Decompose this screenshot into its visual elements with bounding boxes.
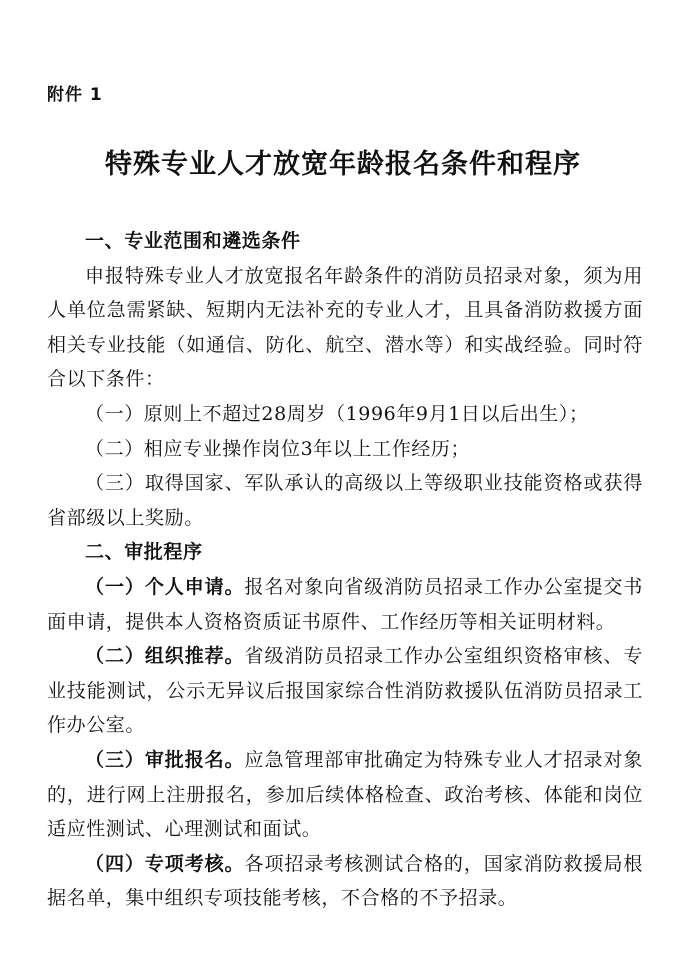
condition-item: （三）取得国家、军队承认的高级以上等级职业技能资格或获得省部级以上奖励。 <box>47 472 643 529</box>
paragraph-intro: 申报特殊专业人才放宽报名年龄条件的消防员招录对象，须为用人单位急需紧缺、短期内无法补充的专业人才，且具备消防救援方面相关专业技能（如通信、防化、航空、潜水等）和实战经验。同时符合以下条件： <box>47 264 643 391</box>
document-body <box>47 224 643 916</box>
step-label: （一）个人申请。 <box>85 575 245 598</box>
step-text: 各项招录考核测试合格的，国家消防救援局根据名单，集中组织专项技能考核，不合格的不予招录。 <box>47 852 643 910</box>
step-label: （三）审批报名。 <box>85 748 245 771</box>
step-text: 应急管理部审批确定为特殊专业人才招录对象的，进行网上注册报名，参加后续体格检查、政治考核、体能和岗位适应性测试、心理测试和面试。 <box>47 748 643 841</box>
step-label: （二）组织推荐。 <box>85 645 245 668</box>
procedure-step <box>47 847 643 916</box>
condition-item: （一）原则上不超过28周岁（1996年9月1日以后出生）； <box>85 402 589 425</box>
section-heading-scope: 一、专业范围和遴选条件 <box>85 230 301 252</box>
page-title: 特殊专业人才放宽年龄报名条件和程序 <box>105 149 581 180</box>
procedure-step <box>47 639 643 743</box>
procedure-step <box>47 743 643 847</box>
step-label: （四）专项考核。 <box>85 852 245 875</box>
condition-item: （二）相应专业操作岗位3年以上工作经历； <box>85 437 471 460</box>
step-text: 报名对象向省级消防员招录工作办公室提交书面申请，提供本人资格资质证书原件、工作经历等相关证明材料。 <box>47 575 643 633</box>
attachment-label: 附件 1 <box>47 85 103 105</box>
section-heading-procedure: 二、审批程序 <box>85 541 203 564</box>
procedure-step <box>47 570 643 639</box>
step-text: 省级消防员招录工作办公室组织资格审核、专业技能测试，公示无异议后报国家综合性消防救援队伍消防员招录工作办公室。 <box>47 645 643 737</box>
